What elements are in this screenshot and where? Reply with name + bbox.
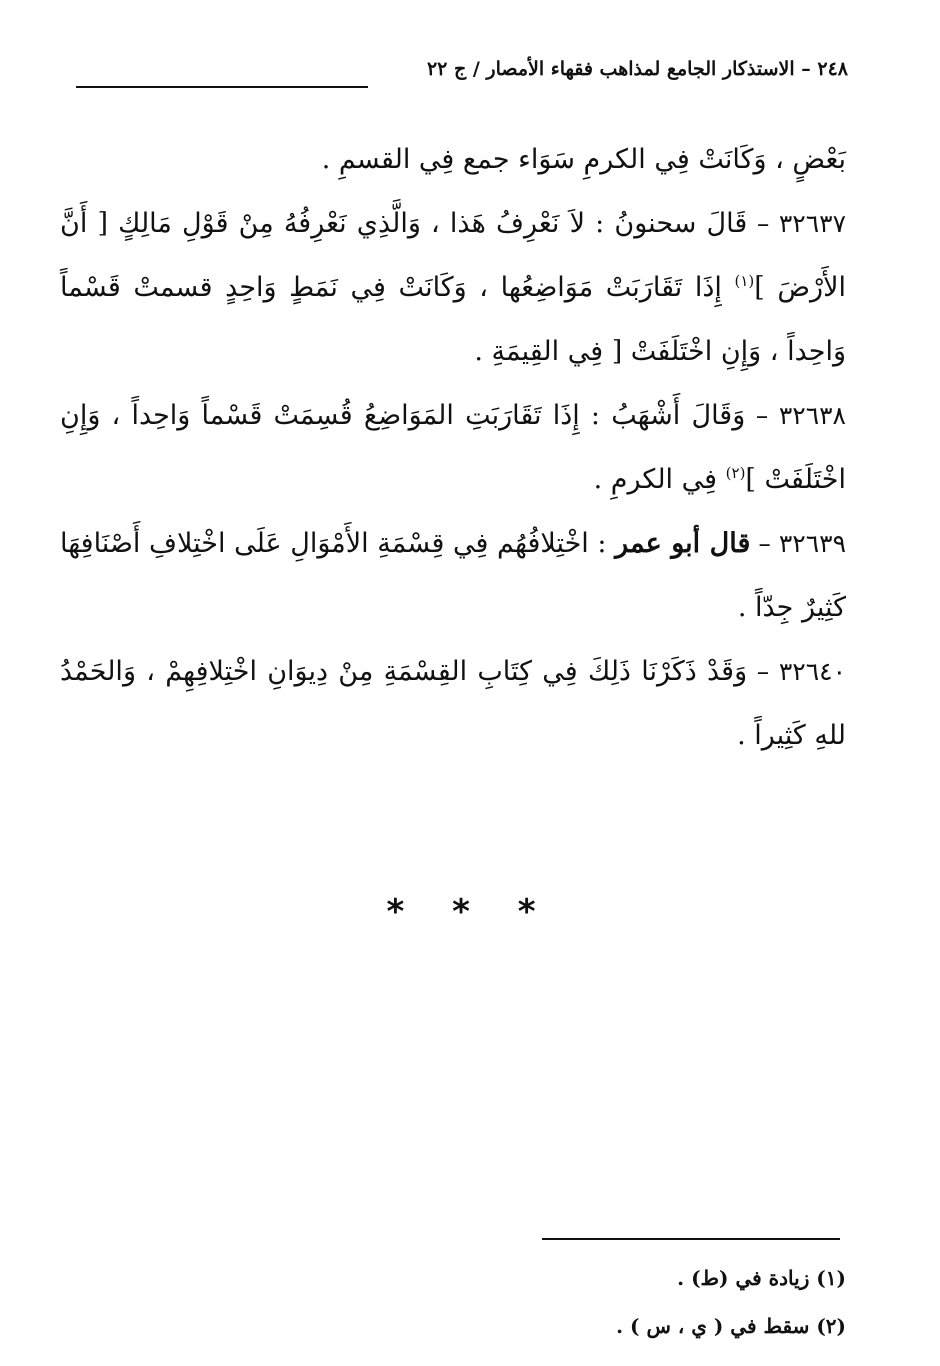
footnote-reference-2[interactable]: (٢)	[725, 464, 746, 482]
footnotes	[426, 1254, 846, 1350]
header-rule	[76, 86, 368, 88]
paragraph-text-continued: فِي الكرمِ .	[593, 464, 726, 495]
footnote-reference-1[interactable]: (١)	[734, 272, 755, 290]
speaker-label: قال أبو عمر	[615, 528, 751, 559]
running-title: ٢٤٨ – الاستذكار الجامع لمذاهب فقهاء الأمصار / ج ٢٢	[426, 58, 848, 80]
paragraph-number: ٣٢٦٣٨ –	[745, 401, 846, 430]
paragraph-text: : اخْتِلافُهُم فِي قِسْمَةِ الأَمْوَالِ عَلَى اخْتِلافِ أَصْنَافِهَا كَثِيرٌ جِدّاً .	[60, 528, 846, 623]
main-text	[60, 128, 846, 768]
paragraph-continuation	[60, 128, 846, 192]
paragraph-text: وَقَالَ أَشْهَبُ : إِذَا تَقَارَبَتِ المَوَاضِعُ قُسِمَتْ قَسْماً وَاحِداً ، وَإِنِ اخْتَلَفَتْ ]	[60, 400, 846, 495]
paragraph-32638	[60, 384, 846, 512]
running-header	[368, 58, 848, 80]
paragraph-32639	[60, 512, 846, 640]
paragraph-32640	[60, 640, 846, 768]
paragraph-text: بَعْضٍ ، وَكَانَتْ فِي الكرمِ سَوَاء جمع فِي القسمِ .	[321, 144, 846, 175]
paragraph-32637	[60, 192, 846, 384]
paragraph-number: ٣٢٦٤٠ –	[747, 657, 846, 686]
footnote-2: (٢) سقط في ( ي ، س ) .	[616, 1314, 846, 1338]
paragraph-number: ٣٢٦٣٩ –	[750, 529, 846, 558]
paragraph-number: ٣٢٦٣٧ –	[747, 209, 846, 238]
paragraph-text-continued: إِذَا تَقَارَبَتْ مَوَاضِعُها ، وَكَانَتْ فِي نَمَطٍ وَاحِدٍ قسمتْ قَسْماً وَاحِداً ، وَإِنِ اخْتَلَفَتْ [ فِي القِيمَةِ .	[60, 272, 846, 367]
paragraph-text: وَقَدْ ذَكَرْنَا ذَلِكَ فِي كِتَابِ القِسْمَةِ مِنْ دِيوَانِ اخْتِلافِهِمْ ، وَالحَمْدُ للهِ كَثِيراً .	[60, 656, 846, 751]
footnote-1: (١) زيادة في (ط) .	[677, 1266, 846, 1290]
section-separator: * * *	[386, 892, 554, 932]
paragraph-text: قَالَ سحنونُ : لاَ نَعْرِفُ هَذا ، وَالَّذِي نَعْرِفُهُ مِنْ قَوْلِ مَالِكٍ [ أَنَّ الأَرْضَ ]	[60, 208, 846, 303]
footnote-rule	[542, 1238, 840, 1240]
